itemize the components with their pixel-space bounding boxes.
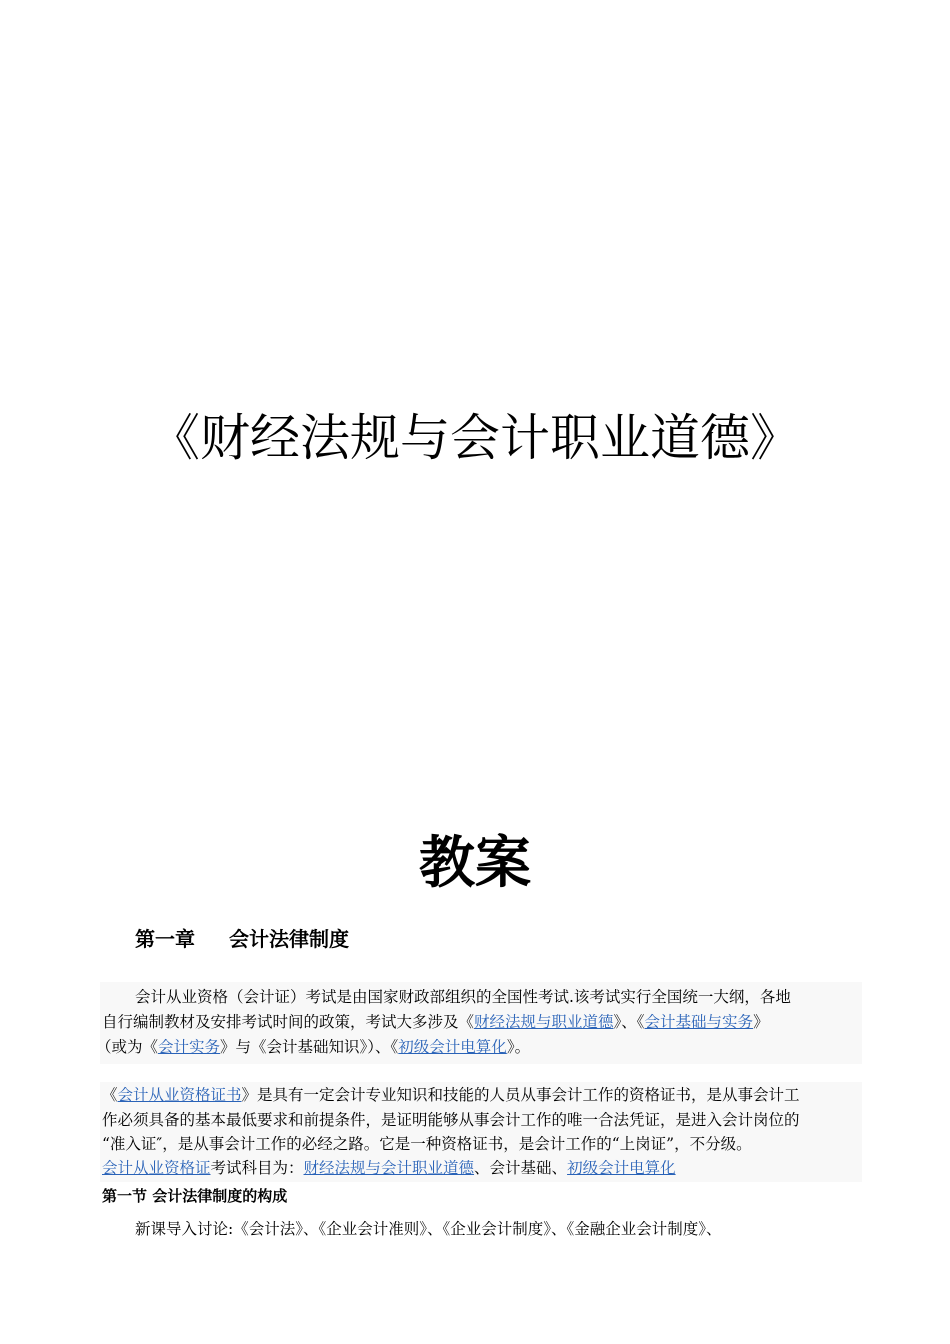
text-run: 》是具有一定会计专业知识和技能的人员从事会计工作的资格证书，是从事会计工 bbox=[241, 1086, 800, 1104]
document-title: 《财经法规与会计职业道德》 bbox=[150, 409, 800, 467]
link-accounting-qualification-certificate[interactable]: 会计从业资格证书 bbox=[117, 1086, 242, 1104]
text-run: “准入证″，是从事会计工作的必经之路。它是一种资格证书，是会计工作的“上岗证”，不分级。 bbox=[102, 1135, 752, 1153]
text-run: 》。 bbox=[506, 1038, 531, 1056]
certificate-line-4 bbox=[102, 1156, 676, 1180]
link-financial-regulations-ethics[interactable]: 财经法规与职业道德 bbox=[474, 1013, 614, 1031]
chapter-heading bbox=[135, 924, 349, 954]
certificate-line-2 bbox=[102, 1108, 800, 1132]
chapter-name: 会计法律制度 bbox=[229, 927, 349, 951]
link-accounting-qualification[interactable]: 会计从业资格证 bbox=[102, 1159, 211, 1177]
link-accounting-practice[interactable]: 会计实务 bbox=[158, 1038, 221, 1056]
link-junior-computerized-accounting[interactable]: 初级会计电算化 bbox=[398, 1038, 507, 1056]
intro-line-2 bbox=[102, 1010, 769, 1034]
certificate-line-1 bbox=[102, 1083, 800, 1107]
text-run: 》与《会计基础知识》）、《 bbox=[220, 1038, 399, 1056]
link-junior-computerized-accounting-2[interactable]: 初级会计电算化 bbox=[567, 1159, 676, 1177]
link-financial-regulations-professional-ethics[interactable]: 财经法规与会计职业道德 bbox=[303, 1159, 475, 1177]
link-accounting-basics-practice[interactable]: 会计基础与实务 bbox=[644, 1013, 754, 1031]
text-run: 作必须具备的基本最低要求和前提条件，是证明能够从事会计工作的唯一合法凭证，是进入会计岗位的 bbox=[102, 1111, 800, 1129]
document-subtitle: 教案 bbox=[419, 831, 531, 896]
certificate-line-3 bbox=[102, 1132, 752, 1156]
lesson-intro-text: 新课导入讨论:《会计法》、《企业会计准则》、《企业会计制度》、《金融企业会计制度》、 bbox=[135, 1220, 722, 1238]
text-run: 会计从业资格（会计证）考试是由国家财政部组织的全国性考试.该考试实行全国统一大纲，各地 bbox=[135, 988, 791, 1006]
text-run: （或为《 bbox=[96, 1038, 159, 1056]
section-heading: 第一节 会计法律制度的构成 bbox=[102, 1187, 288, 1205]
text-run: 》、《 bbox=[613, 1013, 645, 1031]
text-run: 》 bbox=[753, 1013, 769, 1031]
intro-line-1 bbox=[135, 985, 791, 1009]
chapter-number: 第一章 bbox=[135, 927, 195, 951]
text-run: 考试科目为： bbox=[210, 1159, 304, 1177]
text-run: 自行编制教材及安排考试时间的政策，考试大多涉及《 bbox=[102, 1013, 475, 1031]
text-run: 、会计基础、 bbox=[474, 1159, 568, 1177]
text-run: 《 bbox=[102, 1086, 118, 1104]
intro-line-3 bbox=[96, 1035, 530, 1059]
